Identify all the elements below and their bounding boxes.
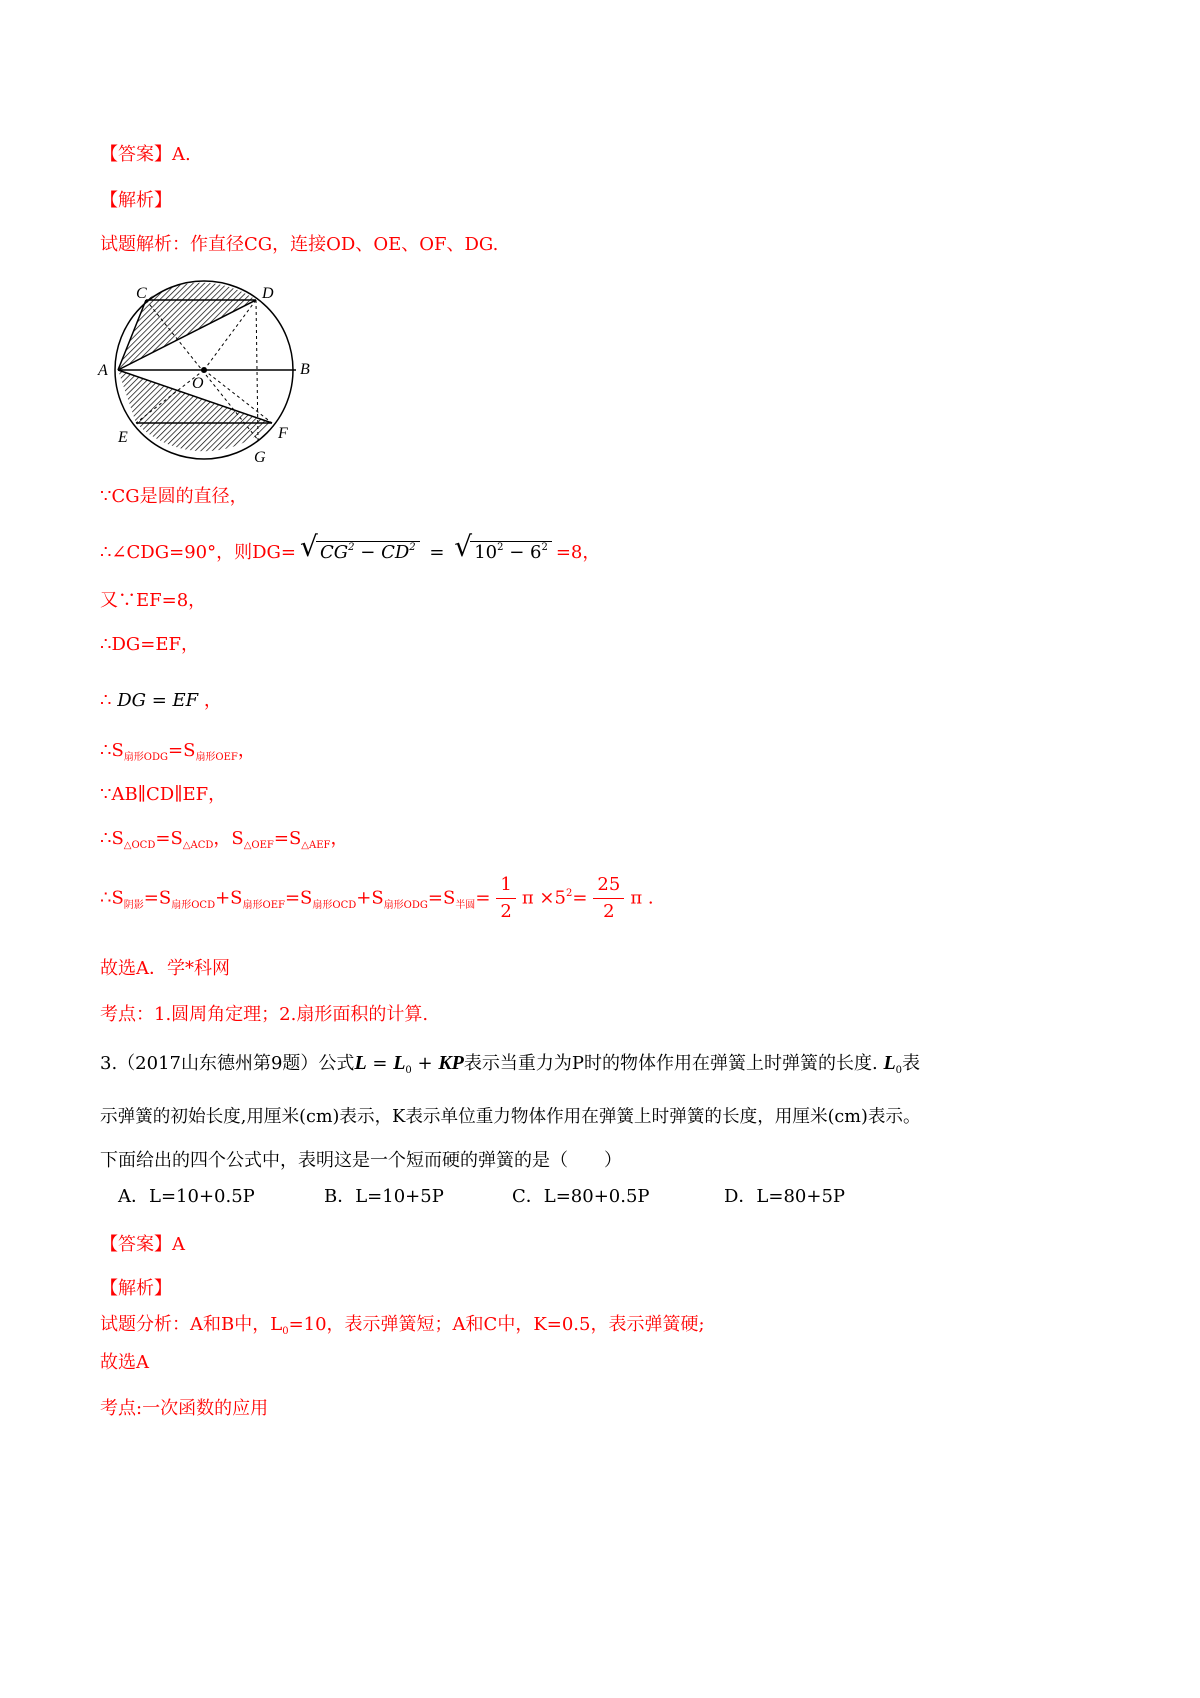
step-4: ∴DG=EF，	[100, 634, 199, 655]
option-a: A．L=10+0.5P	[118, 1186, 255, 1207]
choose-line: 故选A．学*科网	[100, 958, 230, 979]
question-3-line-1: 3.（2017山东德州第9题）公式$L = L_0$ + KP表示当重力为P时的物体作用在弹簧上时弹簧的长度. $L_0$表	[100, 1052, 921, 1076]
label-e: E	[118, 429, 128, 446]
step-5: ∴ DG = EF ，	[100, 690, 222, 711]
question-3-line-2: 示弹簧的初始长度,用厘米(cm)表示，K表示单位重力物体作用在弹簧上时弹簧的长度，用厘米(cm)表示。	[100, 1107, 921, 1127]
step-2: ∴∠CDG=90°，则DG=√ $CG^2 - CD^2$ = √ $10^2 - 6^2 =8$，	[100, 540, 600, 569]
step-7: ∵AB∥CD∥EF，	[100, 784, 227, 805]
answer-line: 【答案】A.	[100, 144, 191, 165]
circle-geometry-figure	[98, 285, 328, 480]
label-c: C	[136, 285, 147, 302]
question-3-line-3: 下面给出的四个公式中，表明这是一个短而硬的弹簧的是（ ）	[100, 1150, 622, 1171]
analysis-intro: 试题解析：作直径CG，连接OD、OE、OF、DG.	[100, 234, 499, 255]
label-g: G	[254, 449, 266, 466]
step-6: $\therefore S_{扇形ODG}=S_{扇形OEF}$，	[100, 740, 256, 763]
q3-topic: 考点:一次函数的应用	[100, 1398, 269, 1419]
label-f: F	[278, 425, 288, 442]
option-d: D．L=80+5P	[724, 1186, 846, 1207]
q3-analysis: 试题分析：A和B中，$L_0=10$，表示弹簧短；A和C中，K=0.5，表示弹簧硬;	[100, 1314, 705, 1337]
label-d: D	[262, 285, 274, 302]
option-b: B．L=10+5P	[324, 1186, 444, 1207]
step-8: $\therefore S_{\triangle OCD}=S_{\triangle ACD}$，$S_{\triangle OEF}=S_{\triangle AEF}$，	[100, 828, 349, 851]
topic-line: 考点：1.圆周角定理；2.扇形面积的计算.	[100, 1004, 429, 1025]
option-c: C．L=80+0.5P	[512, 1186, 650, 1207]
step-9: $\therefore S_{阴影}=S_{扇形OCD}+S_{扇形OEF}=S_{扇形OCD}+S_{扇形ODG}=S_{半圆}=$ $\frac{1}{2}$ $\pi \times 5^2=$ $\frac{25}{2}$ π .	[100, 872, 654, 925]
q3-answer-line: 【答案】A	[100, 1234, 185, 1255]
label-a: A	[98, 362, 108, 379]
step-1: ∵CG是圆的直径，	[100, 486, 248, 507]
step-3: 又∵EF=8，	[100, 590, 207, 611]
label-b: B	[300, 361, 310, 378]
fraction-one-half: $\frac{1}{2}$	[496, 872, 515, 925]
q3-analysis-heading: 【解析】	[100, 1278, 172, 1299]
analysis-heading: 【解析】	[100, 190, 172, 211]
label-o: O	[192, 375, 204, 392]
q3-choose: 故选A	[100, 1352, 149, 1373]
fraction-25-over-2: $\frac{25}{2}$	[593, 872, 624, 925]
